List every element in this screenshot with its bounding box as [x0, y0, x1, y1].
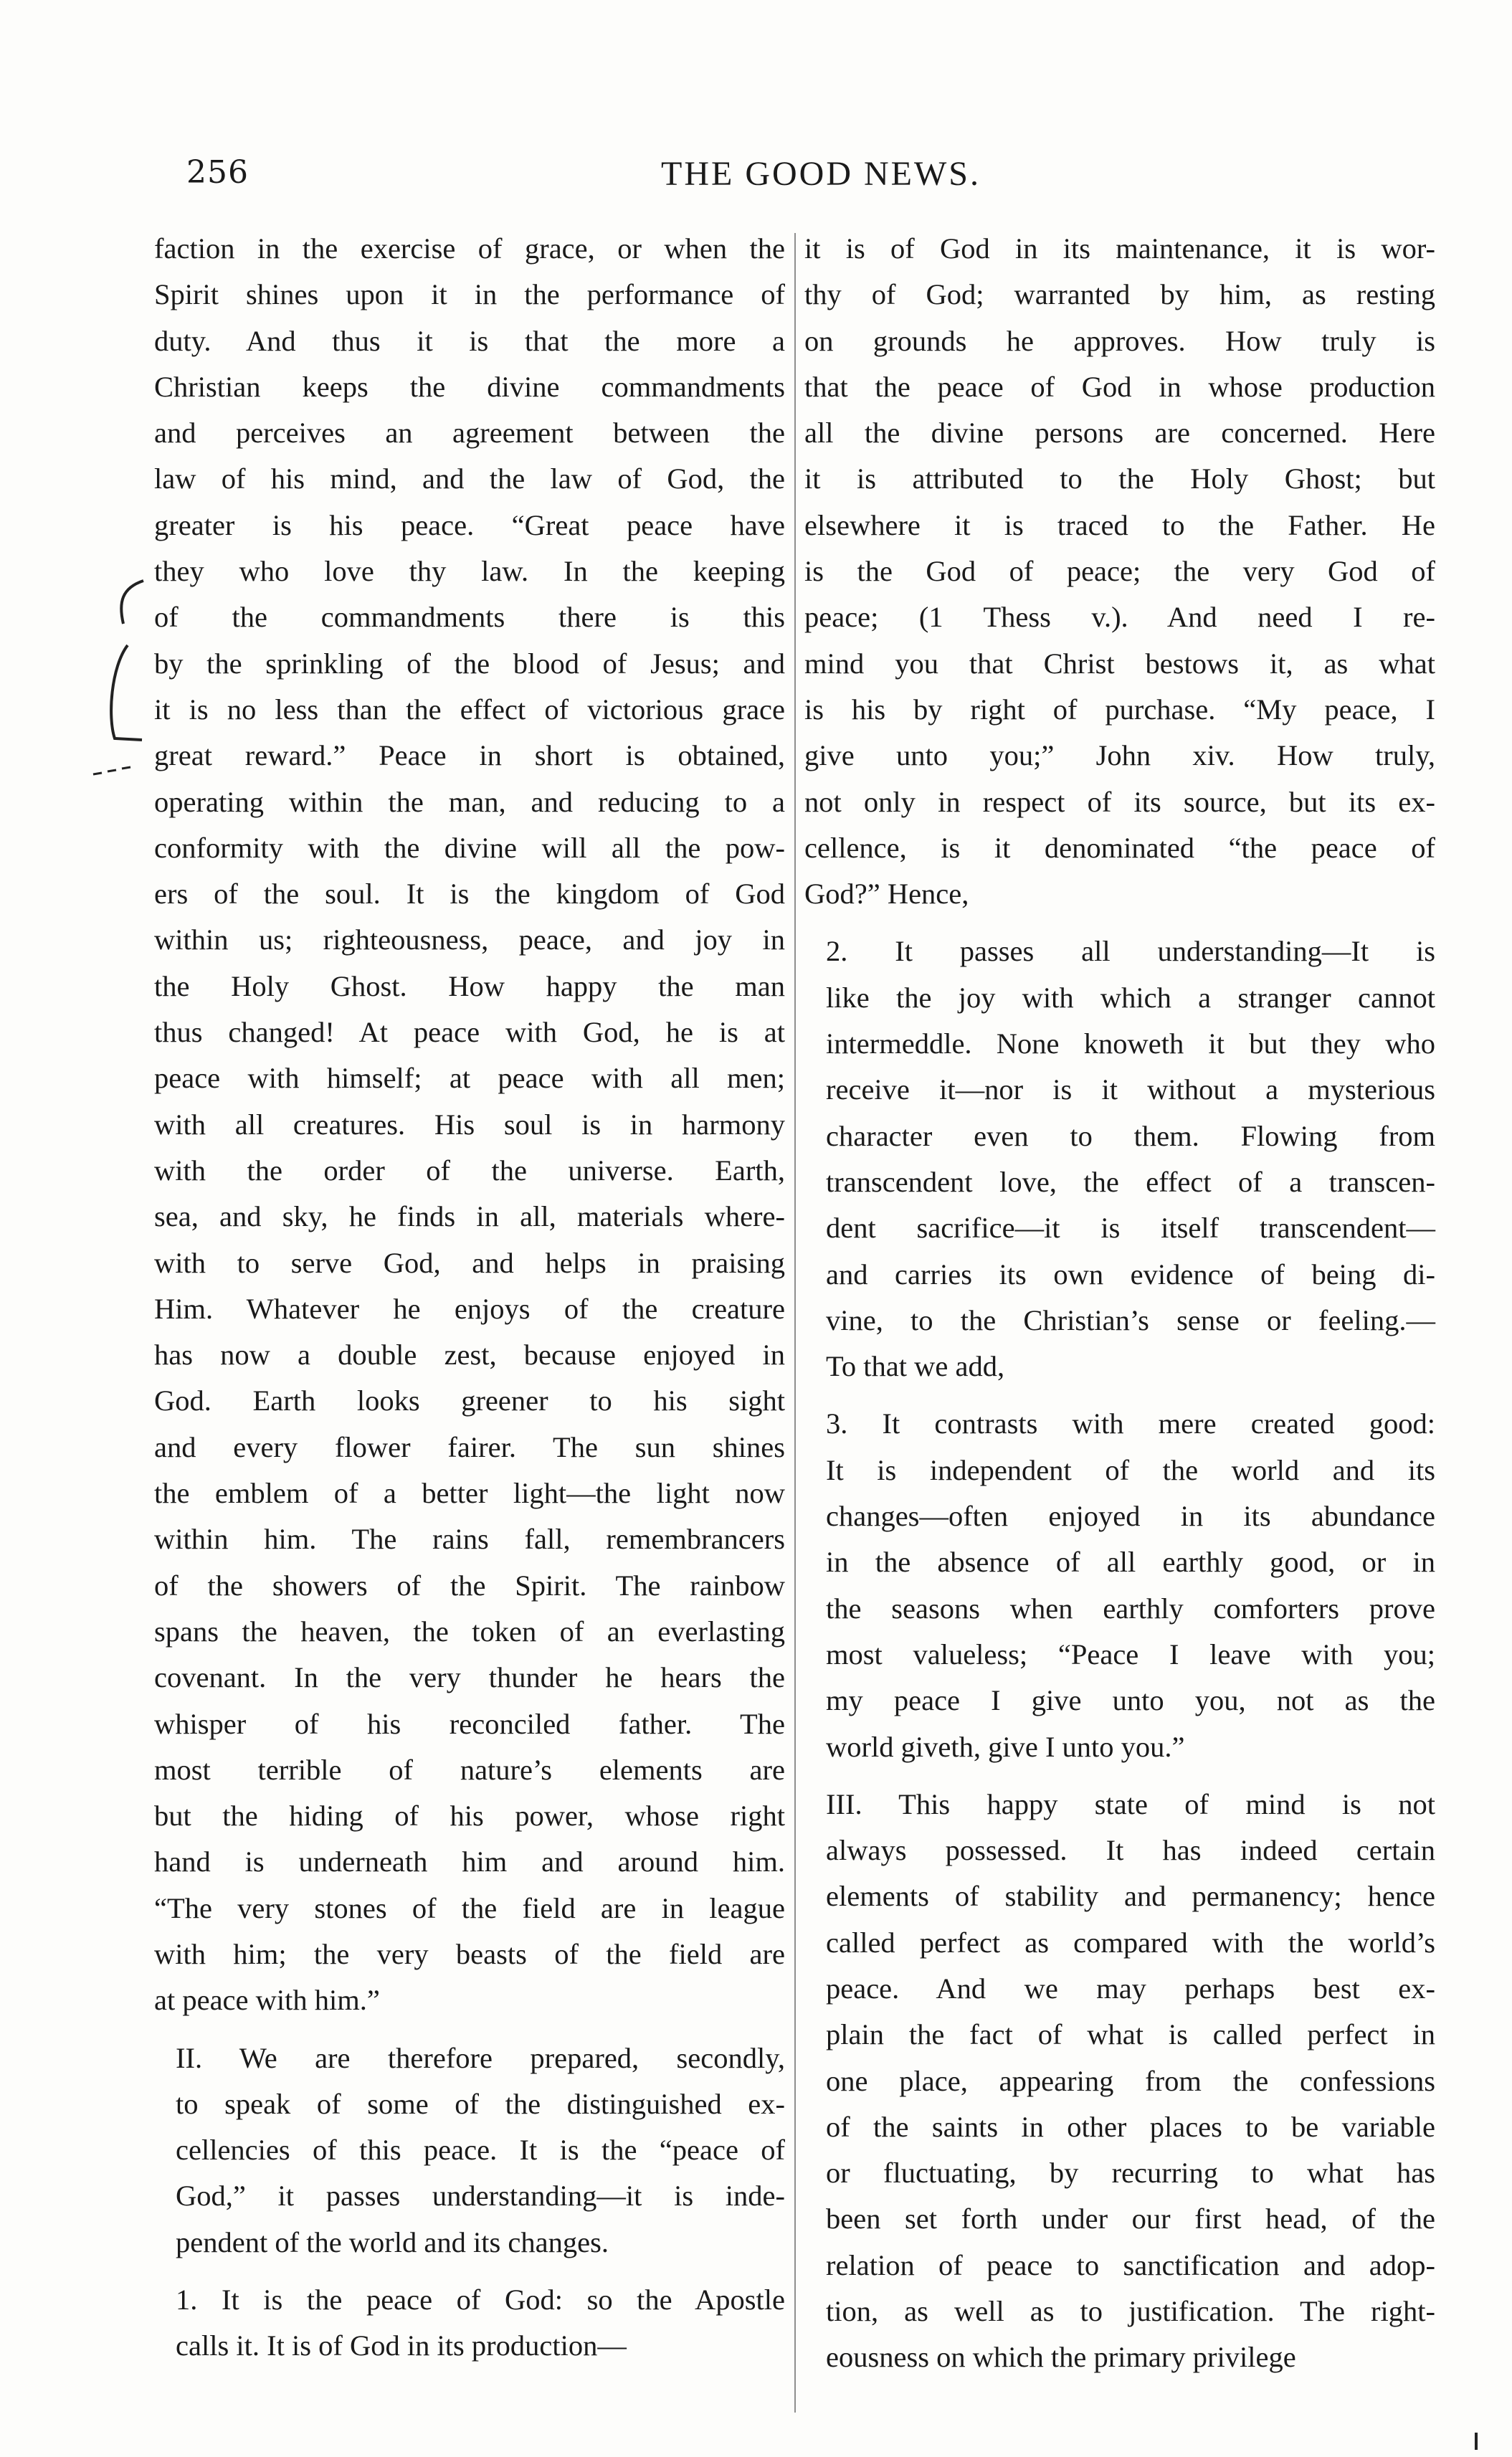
text-line: II. We are therefore prepared, secondly, — [176, 2041, 785, 2074]
text-line: intermeddle. None knoweth it but they who — [826, 1027, 1435, 1060]
left-column — [154, 226, 785, 2370]
text-line: 2. It passes all understanding—It is — [826, 935, 1435, 968]
text-line: To that we add, — [826, 1350, 1005, 1383]
text-line: peace. And we may perhaps best ex- — [826, 1972, 1435, 2005]
right-column — [804, 226, 1435, 2381]
text-line: in the absence of all earthly good, or in — [826, 1546, 1435, 1579]
text-line: with him; the very beasts of the field are — [154, 1937, 785, 1970]
text-line: spans the heaven, the token of an everlasting — [154, 1615, 785, 1648]
text-line: on grounds he approves. How truly is — [804, 324, 1435, 357]
text-line: cellence, is it denominated “the peace of — [804, 831, 1435, 864]
text-line: God. Earth looks greener to his sight — [154, 1384, 785, 1417]
paragraph — [154, 2035, 785, 2266]
text-line: peace; (1 Thess v.). And need I re- — [804, 601, 1435, 634]
text-line: always possessed. It has indeed certain — [826, 1834, 1435, 1867]
text-line: greater is his peace. “Great peace have — [154, 508, 785, 541]
text-line: cellencies of this peace. It is the “peace of — [176, 2134, 785, 2167]
text-line: thy of God; warranted by him, as resting — [804, 278, 1435, 311]
text-line: calls it. It is of God in its production— — [176, 2329, 627, 2362]
text-line: like the joy with which a stranger cannot — [826, 981, 1435, 1014]
text-line: duty. And thus it is that the more a — [154, 324, 785, 357]
text-line: and every flower fairer. The sun shines — [154, 1430, 785, 1463]
text-line: called perfect as compared with the world’s — [826, 1926, 1435, 1959]
text-line: one place, appearing from the confessions — [826, 2064, 1435, 2097]
text-line: whisper of his reconciled father. The — [154, 1707, 785, 1740]
text-line: of the saints in other places to be variable — [826, 2110, 1435, 2143]
text-line: is the God of peace; the very God of — [804, 555, 1435, 588]
text-line: at peace with him.” — [154, 1984, 380, 2017]
text-line: that the peace of God in whose production — [804, 370, 1435, 403]
text-line: vine, to the Christian’s sense or feeling.— — [826, 1303, 1435, 1336]
text-line: “The very stones of the field are in league — [154, 1891, 785, 1924]
text-line: plain the fact of what is called perfect in — [826, 2018, 1435, 2051]
text-line: transcendent love, the effect of a transcen- — [826, 1165, 1435, 1198]
text-line: of the commandments there is this — [154, 601, 785, 634]
text-line: is his by right of purchase. “My peace, I — [804, 693, 1435, 726]
text-line: pendent of the world and its changes. — [176, 2225, 609, 2258]
text-line: covenant. In the very thunder he hears the — [154, 1661, 785, 1694]
text-line: and perceives an agreement between the — [154, 417, 785, 450]
text-line: it is attributed to the Holy Ghost; but — [804, 462, 1435, 495]
text-line: not only in respect of its source, but its ex- — [804, 785, 1435, 818]
text-line: all the divine persons are concerned. Here — [804, 417, 1435, 450]
text-line: dent sacrifice—it is itself transcendent— — [826, 1212, 1435, 1245]
text-line: 1. It is the peace of God: so the Apostle — [176, 2283, 785, 2316]
text-line: the emblem of a better light—the light now — [154, 1477, 785, 1510]
text-line: it is no less than the effect of victorious grace — [154, 693, 785, 726]
text-line: great reward.” Peace in short is obtained, — [154, 739, 785, 772]
text-line: most valueless; “Peace I leave with you; — [826, 1638, 1435, 1671]
page-header — [165, 154, 1477, 204]
running-title: THE GOOD NEWS. — [661, 155, 981, 193]
text-line: 3. It contrasts with mere created good: — [826, 1407, 1435, 1440]
text-line: thus changed! At peace with God, he is at — [154, 1016, 785, 1049]
text-line: mind you that Christ bestows it, as what — [804, 647, 1435, 680]
text-line: law of his mind, and the law of God, the — [154, 462, 785, 495]
text-line: elsewhere it is traced to the Father. He — [804, 508, 1435, 541]
paragraph — [154, 2277, 785, 2370]
text-line: to speak of some of the distinguished ex- — [176, 2087, 785, 2120]
paragraph — [804, 928, 1435, 1389]
text-line: relation of peace to sanctification and adop- — [826, 2248, 1435, 2281]
text-line: elements of stability and permanency; hence — [826, 1880, 1435, 1913]
text-line: of the showers of the Spirit. The rainbow — [154, 1569, 785, 1602]
text-line: It is independent of the world and its — [826, 1453, 1435, 1486]
handwritten-bracket-mark — [86, 574, 151, 789]
text-line: give unto you;” John xiv. How truly, — [804, 739, 1435, 772]
text-line: has now a double zest, because enjoyed in — [154, 1339, 785, 1372]
text-line: sea, and sky, he finds in all, materials where- — [154, 1200, 785, 1233]
paragraph — [804, 226, 1435, 917]
text-line: III. This happy state of mind is not — [826, 1787, 1435, 1820]
paragraph — [804, 1401, 1435, 1769]
text-line: with to serve God, and helps in praising — [154, 1246, 785, 1279]
text-line: most terrible of nature’s elements are — [154, 1753, 785, 1786]
text-line: operating within the man, and reducing to a — [154, 785, 785, 818]
text-line: conformity with the divine will all the pow- — [154, 831, 785, 864]
text-line: they who love thy law. In the keeping — [154, 555, 785, 588]
paragraph — [154, 226, 785, 2024]
text-line: Christian keeps the divine commandments — [154, 370, 785, 403]
text-line: with all creatures. His soul is in harmony — [154, 1108, 785, 1141]
text-line: it is of God in its maintenance, it is wor- — [804, 232, 1435, 265]
text-line: by the sprinkling of the blood of Jesus; and — [154, 647, 785, 680]
text-line: my peace I give unto you, not as the — [826, 1684, 1435, 1717]
text-line: with the order of the universe. Earth, — [154, 1154, 785, 1187]
text-line: character even to them. Flowing from — [826, 1119, 1435, 1152]
text-line: ers of the soul. It is the kingdom of God — [154, 878, 785, 911]
text-line: within us; righteousness, peace, and joy in — [154, 923, 785, 956]
paragraph — [804, 1782, 1435, 2381]
text-line: world giveth, give I unto you.” — [826, 1730, 1185, 1763]
text-line: changes—often enjoyed in its abundance — [826, 1500, 1435, 1533]
text-line: but the hiding of his power, whose right — [154, 1800, 785, 1833]
text-line: hand is underneath him and around him. — [154, 1845, 785, 1878]
text-line: Spirit shines upon it in the performance of — [154, 278, 785, 311]
text-line: Him. Whatever he enjoys of the creature — [154, 1292, 785, 1325]
text-line: faction in the exercise of grace, or when the — [154, 232, 785, 265]
text-line: peace with himself; at peace with all men; — [154, 1062, 785, 1095]
text-line: God?” Hence, — [804, 878, 969, 911]
text-line: the Holy Ghost. How happy the man — [154, 969, 785, 1002]
text-line: the seasons when earthly comforters prove — [826, 1592, 1435, 1625]
text-line: God,” it passes understanding—it is inde- — [176, 2180, 785, 2213]
text-line: tion, as well as to justification. The right- — [826, 2295, 1435, 2328]
page-number: 256 — [186, 154, 249, 191]
text-line: been set forth under our first head, of the — [826, 2202, 1435, 2235]
text-line: within him. The rains fall, remembrancers — [154, 1523, 785, 1556]
text-line: receive it—nor is it without a mysterious — [826, 1073, 1435, 1106]
text-line: and carries its own evidence of being di- — [826, 1258, 1435, 1291]
text-line: eousness on which the primary privilege — [826, 2341, 1296, 2374]
text-line: or fluctuating, by recurring to what has — [826, 2157, 1435, 2190]
column-divider — [794, 233, 796, 2413]
edge-mark — [1475, 2433, 1478, 2450]
